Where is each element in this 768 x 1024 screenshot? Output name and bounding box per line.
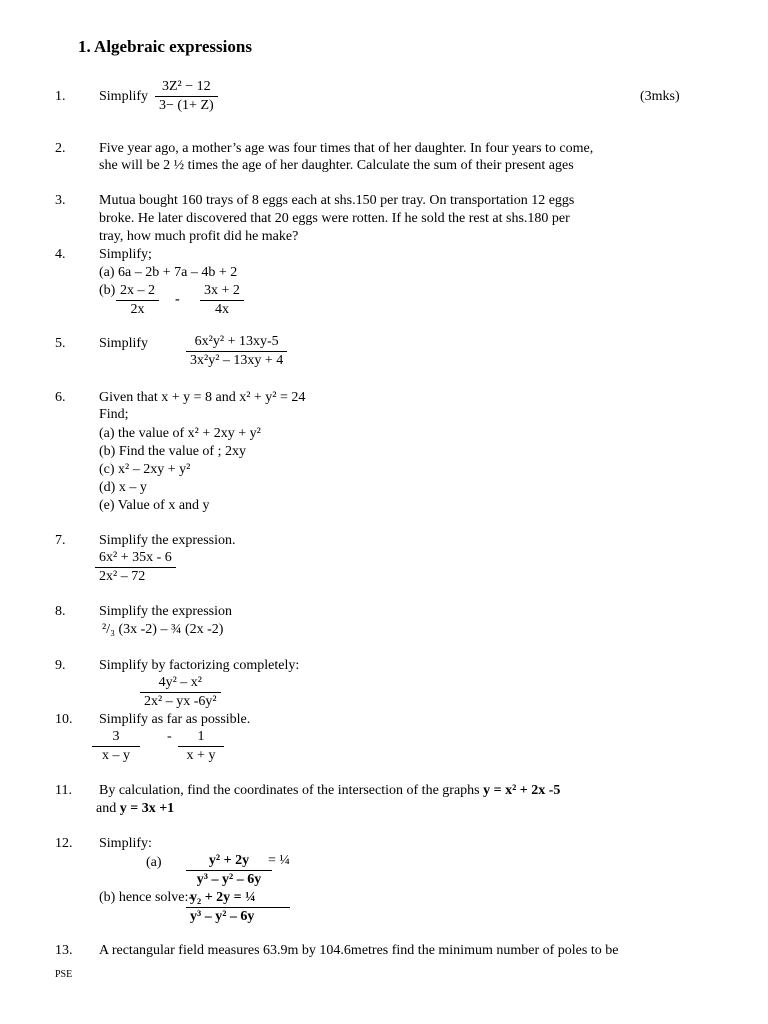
q3-line2: broke. He later discovered that 20 eggs were rotten. If he sold the rest at shs.180 per bbox=[99, 211, 570, 226]
section-heading: 1. Algebraic expressions bbox=[78, 37, 252, 56]
q10-denominator-2: x + y bbox=[186, 748, 216, 763]
q10-fraction-2 bbox=[178, 728, 224, 765]
q3-line3: tray, how much profit did he make? bbox=[99, 229, 299, 244]
q11-equation-2: y = 3x +1 bbox=[119, 801, 175, 816]
q4-denominator-2: 4x bbox=[214, 302, 229, 317]
q10-denominator-1: x – y bbox=[102, 748, 130, 763]
q5-denominator: 3x²y² – 13xy + 4 bbox=[190, 353, 284, 368]
q10-number: 10. bbox=[55, 712, 73, 727]
q8-number: 8. bbox=[55, 604, 66, 619]
q4-minus: - bbox=[175, 292, 180, 307]
q9-fraction bbox=[140, 674, 221, 711]
q5-fraction bbox=[186, 333, 287, 370]
q7-numerator: 6x² + 35x - 6 bbox=[95, 549, 176, 568]
q2-line1: Five year ago, a mother’s age was four times that of her daughter. In four years to come, bbox=[99, 141, 594, 156]
q10-fraction-1 bbox=[92, 728, 140, 765]
q10-label: Simplify as far as possible. bbox=[99, 712, 251, 727]
q12-label: Simplify: bbox=[99, 836, 152, 851]
q12-b-denominator: y³ – y² – 6y bbox=[190, 909, 255, 924]
q2-line2: she will be 2 ½ times the age of her daughter. Calculate the sum of their present ages bbox=[99, 158, 574, 173]
q5-number: 5. bbox=[55, 336, 66, 351]
q7-label: Simplify the expression. bbox=[99, 533, 236, 548]
q10-numerator-1: 3 bbox=[92, 728, 140, 747]
q4-number: 4. bbox=[55, 247, 66, 262]
q4-part-a: (a) 6a – 2b + 7a – 4b + 2 bbox=[99, 265, 238, 280]
q6-part-e: (e) Value of x and y bbox=[99, 498, 210, 513]
q12-fraction-b bbox=[186, 889, 290, 926]
q6-part-d: (d) x – y bbox=[99, 480, 147, 495]
q13-line1: A rectangular field measures 63.9m by 104.6metres find the minimum number of poles to be bbox=[99, 943, 619, 958]
q4-part-b-prefix: (b) bbox=[99, 283, 116, 298]
q10-minus: - bbox=[167, 729, 172, 744]
q5-label: Simplify bbox=[99, 336, 149, 351]
q11-line2 bbox=[96, 800, 174, 818]
q12-part-a-label: (a) bbox=[146, 855, 162, 870]
q12-part-b-label: (b) hence solve:- bbox=[99, 890, 194, 905]
q12-number: 12. bbox=[55, 836, 73, 851]
q4-denominator-1: 2x bbox=[130, 302, 145, 317]
q7-number: 7. bbox=[55, 533, 66, 548]
q6-part-c: (c) x² – 2xy + y² bbox=[99, 462, 191, 477]
q6-find: Find; bbox=[99, 407, 129, 422]
q10-numerator-2: 1 bbox=[178, 728, 224, 747]
q1-fraction bbox=[155, 78, 218, 115]
q11-line1 bbox=[99, 782, 560, 800]
q6-part-b: (b) Find the value of ; 2xy bbox=[99, 444, 246, 459]
footer-label: PSE bbox=[55, 969, 73, 980]
q4-fraction-2 bbox=[200, 282, 244, 319]
q13-number: 13. bbox=[55, 943, 73, 958]
q1-numerator: 3Z² − 12 bbox=[155, 78, 218, 97]
q12-a-rhs: = ¼ bbox=[268, 853, 290, 868]
q7-denominator: 2x² – 72 bbox=[99, 569, 146, 584]
q9-denominator: 2x² – yx -6y² bbox=[144, 694, 217, 709]
q12-a-numerator: y² + 2y bbox=[186, 852, 272, 871]
q4-label: Simplify; bbox=[99, 247, 152, 262]
q6-number: 6. bbox=[55, 390, 66, 405]
q1-label: Simplify bbox=[99, 89, 149, 104]
q1-denominator: 3− (1+ Z) bbox=[159, 98, 214, 113]
q3-line1: Mutua bought 160 trays of 8 eggs each at shs.150 per tray. On transportation 12 eggs bbox=[99, 193, 575, 208]
q12-a-denominator: y³ – y² – 6y bbox=[196, 872, 262, 887]
q8-expression: ²/₃ (3x -2) – ¾ (2x -2) bbox=[102, 622, 224, 637]
q4-fraction-1 bbox=[116, 282, 159, 319]
q3-number: 3. bbox=[55, 193, 66, 208]
q2-number: 2. bbox=[55, 141, 66, 156]
q11-and: and bbox=[96, 801, 120, 816]
q5-numerator: 6x²y² + 13xy-5 bbox=[186, 333, 287, 352]
q11-equation-1: y = x² + 2x -5 bbox=[483, 783, 561, 798]
q12-fraction-a bbox=[186, 852, 272, 889]
q7-fraction bbox=[95, 549, 176, 586]
q12-b-numerator: y₂ + 2y = ¼ bbox=[186, 889, 290, 908]
q9-label: Simplify by factorizing completely: bbox=[99, 658, 300, 673]
q4-numerator-1: 2x – 2 bbox=[116, 282, 159, 301]
q4-numerator-2: 3x + 2 bbox=[200, 282, 244, 301]
q1-number: 1. bbox=[55, 89, 66, 104]
q6-line1: Given that x + y = 8 and x² + y² = 24 bbox=[99, 390, 306, 405]
q6-part-a: (a) the value of x² + 2xy + y² bbox=[99, 426, 261, 441]
q11-number: 11. bbox=[55, 783, 72, 798]
q11-text: By calculation, find the coordinates of the intersection of the graphs bbox=[99, 783, 484, 798]
q1-marks: (3mks) bbox=[640, 89, 680, 104]
q8-label: Simplify the expression bbox=[99, 604, 232, 619]
q9-numerator: 4y² – x² bbox=[140, 674, 221, 693]
q9-number: 9. bbox=[55, 658, 66, 673]
